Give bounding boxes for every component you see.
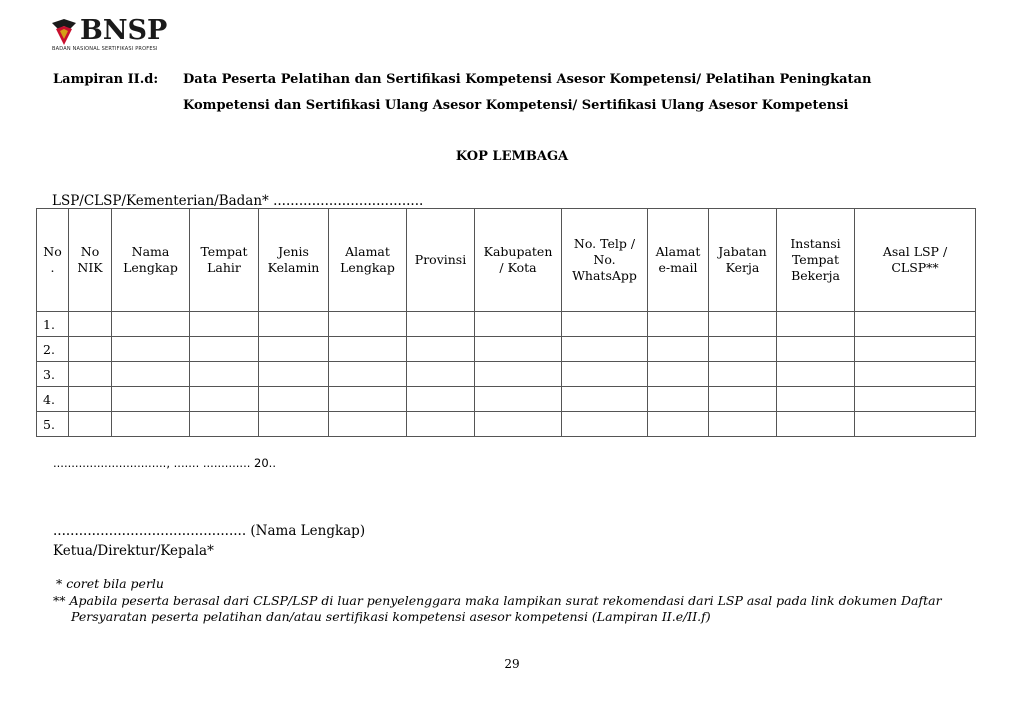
row-number-cell: 1. [37,312,69,337]
table-cell [190,312,259,337]
table-cell [407,412,475,437]
table-cell [69,312,112,337]
lsp-line: LSP/CLSP/Kementerian/Badan* ................................... [52,193,424,209]
table-header-cell: Jabatan Kerja [709,209,777,312]
table-cell [112,387,190,412]
table-header-cell: Tempat Lahir [190,209,259,312]
table-row [37,337,976,362]
table-cell [475,337,562,362]
table-cell [709,387,777,412]
logo-brand-text: BNSP [80,15,168,46]
table-cell [709,312,777,337]
table-cell [329,362,407,387]
table-cell [562,387,648,412]
table-header-cell: No . [37,209,69,312]
table-cell [259,337,329,362]
table-row [37,387,976,412]
table-header-cell: Nama Lengkap [112,209,190,312]
participant-table [36,208,976,437]
table-cell [259,412,329,437]
table-cell [259,362,329,387]
table-cell [709,337,777,362]
table-cell [475,412,562,437]
table-cell [69,362,112,387]
table-header-cell: Alamat Lengkap [329,209,407,312]
table-cell [259,312,329,337]
table-cell [648,387,709,412]
table-header-cell: Kabupaten / Kota [475,209,562,312]
table-header-cell: Jenis Kelamin [259,209,329,312]
table-cell [562,412,648,437]
row-number-cell: 4. [37,387,69,412]
table-cell [112,362,190,387]
table-cell [709,412,777,437]
row-number-cell: 3. [37,362,69,387]
table-cell [777,387,855,412]
table-cell [648,412,709,437]
table-cell [777,312,855,337]
table-cell [407,362,475,387]
footnote-1: * coret bila perlu [56,576,164,591]
table-cell [475,312,562,337]
table-cell [329,387,407,412]
participant-table-wrapper [36,208,976,437]
table-cell [648,362,709,387]
kop-lembaga-heading: KOP LEMBAGA [455,149,569,164]
table-cell [329,337,407,362]
table-header-cell: No. Telp / No. WhatsApp [562,209,648,312]
table-cell [855,412,976,437]
table-cell [475,387,562,412]
table-header-row [37,209,976,312]
table-header-cell: No NIK [69,209,112,312]
table-cell [855,362,976,387]
table-body [37,312,976,437]
table-header-cell: Instansi Tempat Bekerja [777,209,855,312]
table-cell [112,312,190,337]
date-line: ..............................., ....... ............. 20.. [53,456,276,470]
table-cell [475,362,562,387]
signature-title: Ketua/Direktur/Kepala* [53,543,214,559]
table-cell [329,312,407,337]
table-cell [562,337,648,362]
table-cell [69,412,112,437]
table-row [37,312,976,337]
table-cell [562,362,648,387]
table-cell [112,412,190,437]
table-cell [777,337,855,362]
lampiran-title-line-2: Kompetensi dan Sertifikasi Ulang Asesor Kompetensi/ Sertifikasi Ulang Asesor Kompetensi [183,98,849,113]
row-number-cell: 5. [37,412,69,437]
table-header-cell: Provinsi [407,209,475,312]
table-cell [709,362,777,387]
table-cell [777,362,855,387]
table-cell [190,412,259,437]
lampiran-label: Lampiran II.d: [53,72,159,87]
table-cell [407,312,475,337]
table-cell [69,387,112,412]
lampiran-title-line-1: Data Peserta Pelatihan dan Sertifikasi Kompetensi Asesor Kompetensi/ Pelatihan Peningkatan [183,72,872,87]
table-cell [329,412,407,437]
footnote-2-continued: Persyaratan peserta pelatihan dan/atau sertifikasi kompetensi asesor kompetensi (Lampiran II.e/II.f) [71,609,711,624]
row-number-cell: 2. [37,337,69,362]
table-cell [777,412,855,437]
table-cell [190,362,259,387]
footnote-2: ** Apabila peserta berasal dari CLSP/LSP di luar penyelenggara maka lampikan surat rekomendasi dari LSP asal pada link dokumen Daftar [53,593,942,608]
table-header-cell: Asal LSP / CLSP** [855,209,976,312]
table-cell [190,337,259,362]
table-cell [648,312,709,337]
table-cell [190,387,259,412]
logo-subtitle: BADAN NASIONAL SERTIFIKASI PROFESI [52,46,158,52]
table-cell [407,387,475,412]
page-number: 29 [504,657,520,671]
table-cell [855,337,976,362]
table-cell [69,337,112,362]
table-cell [648,337,709,362]
garuda-emblem-icon [50,17,78,47]
table-row [37,412,976,437]
table-cell [407,337,475,362]
table-cell [112,337,190,362]
table-cell [259,387,329,412]
table-header-cell: Alamat e-mail [648,209,709,312]
table-cell [855,312,976,337]
bnsp-logo [50,15,168,55]
table-row [37,362,976,387]
table-cell [562,312,648,337]
signature-name: ............................................. (Nama Lengkap) [53,523,366,539]
table-cell [855,387,976,412]
